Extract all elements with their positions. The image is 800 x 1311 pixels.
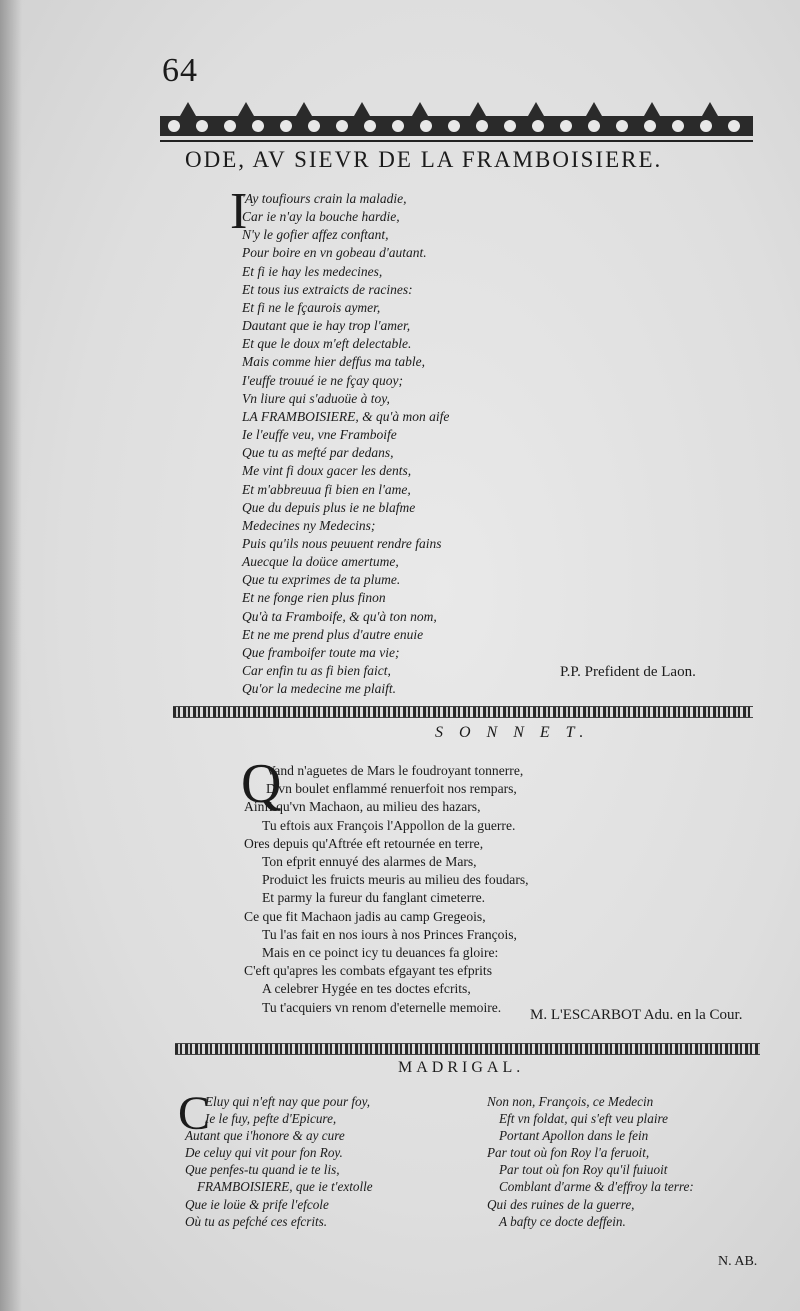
ornament-band-graphic [160, 98, 753, 138]
verse-line: A bafty ce docte deffein. [499, 1213, 626, 1229]
ode-signature: P.P. Prefident de Laon. [560, 664, 696, 680]
madrigal-dropcap: C [178, 1087, 211, 1140]
verse-line: A celebrer Hygée en tes doctes efcrits, [262, 981, 471, 997]
madrigal-left-column [185, 1093, 430, 1230]
page-number: 64 [162, 52, 198, 89]
sonnet-signature: M. L'ESCARBOT Adu. en la Cour. [530, 1007, 743, 1023]
verse-line: Que tu exprimes de ta plume. [242, 572, 401, 588]
headpiece-ornament [160, 98, 753, 142]
verse-line: Vand n'aguetes de Mars le foudroyant tonnerre, [266, 763, 524, 778]
verse-line: Et fi ne le fçaurois aymer, [242, 299, 381, 315]
verse-line: Tu l'as fait en nos iours à nos Princes François, [262, 926, 517, 942]
ornamental-rule [175, 1043, 760, 1055]
verse-line: Vn liure qui s'aduoüe à toy, [242, 390, 390, 406]
verse-line: De celuy qui vit pour fon Roy. [185, 1145, 343, 1161]
verse-line: Et parmy la fureur du fanglant cimeterre. [262, 890, 486, 906]
verse-line: Mais comme hier deffus ma table, [242, 354, 425, 370]
verse-line: C'eft qu'apres les combats efgayant tes efprits [244, 963, 492, 979]
verse-line: Ores depuis qu'Aftrée eft retournée en terre, [244, 835, 484, 851]
verse-line: 'Ay toufiours crain la maladie, [242, 191, 407, 206]
verse-line: Ce que fit Machaon jadis au camp Gregeois, [244, 908, 486, 924]
verse-line: Tu eftois aux François l'Appollon de la guerre. [262, 817, 516, 833]
verse-line: Que penfes-tu quand ie te lis, [185, 1162, 340, 1178]
verse-line: Et m'abbreuua fi bien en l'ame, [242, 481, 411, 497]
verse-line: Non non, François, ce Medecin [487, 1094, 654, 1109]
verse-line: D'vn boulet enflammé renuerfoit nos rempars, [266, 781, 517, 797]
verse-line: FRAMBOISIERE, que ie t'extolle [197, 1179, 373, 1195]
gutter-shadow [0, 0, 22, 1311]
verse-line: Produict les fruicts meuris au milieu des foudars, [262, 872, 529, 888]
verse-line: Et ne me prend plus d'autre enuie [242, 626, 424, 642]
verse-line: Par tout où fon Roy l'a feruoit, [487, 1145, 650, 1161]
verse-line: Eluy qui n'eft nay que pour foy, [205, 1094, 371, 1109]
verse-line: Puis qu'ils nous peuuent rendre fains [242, 535, 442, 551]
verse-line: Eft vn foldat, qui s'eft veu plaire [499, 1111, 668, 1127]
verse-line: Qu'or la medecine me plaift. [242, 681, 396, 697]
verse-line: Et que le doux m'eft delectable. [242, 336, 412, 352]
verse-line: Que du depuis plus ie ne blafme [242, 499, 416, 515]
sonnet-text [244, 762, 574, 1017]
madrigal-title: MADRIGAL. [398, 1059, 525, 1076]
verse-line: N'y le gofier affez conftant, [242, 227, 389, 243]
verse-line: Que framboifer toute ma vie; [242, 644, 400, 660]
verse-line: Par tout où fon Roy qu'il fuiuoit [499, 1162, 668, 1178]
verse-line: Qu'à ta Framboife, & qu'à ton nom, [242, 608, 437, 624]
ornamental-rule [173, 706, 753, 718]
verse-line: Car ie n'ay la bouche hardie, [242, 209, 400, 225]
verse-line: Que tu as mefté par dedans, [242, 445, 394, 461]
verse-line: Tu t'acquiers vn renom d'eternelle memoire. [262, 999, 502, 1015]
verse-line: Dautant que ie hay trop l'amer, [242, 318, 411, 334]
verse-line: Qui des ruines de la guerre, [487, 1196, 635, 1212]
verse-line: Ie le fuy, pefte d'Epicure, [205, 1111, 337, 1127]
verse-line: Medecines ny Medecins; [242, 517, 376, 533]
verse-line: Ton efprit ennuyé des alarmes de Mars, [262, 854, 477, 870]
verse-line: Et ne fonge rien plus finon [242, 590, 386, 606]
verse-line: Ainfi qu'vn Machaon, au milieu des hazars, [244, 799, 481, 815]
verse-line: Autant que i'honore & ay cure [185, 1128, 345, 1144]
verse-line: Auecque la doüce amertume, [242, 554, 399, 570]
madrigal-right-column [487, 1093, 747, 1230]
verse-line: Me vint fi doux gacer les dents, [242, 463, 412, 479]
verse-line: Que ie loüe & prife l'efcole [185, 1196, 329, 1212]
verse-line: Car enfin tu as fi bien faict, [242, 663, 391, 679]
sonnet-title: S O N N E T. [435, 724, 590, 741]
verse-line: Où tu as pefché ces efcrits. [185, 1213, 328, 1229]
ode-title: ODE, AV SIEVR DE LA FRAMBOISIERE. [185, 147, 663, 172]
verse-line: Et tous ius extraicts de racines: [242, 281, 413, 297]
ode-dropcap: I [230, 183, 248, 240]
verse-line: LA FRAMBOISIERE, & qu'à mon aife [242, 408, 450, 424]
sonnet-dropcap: Q [241, 753, 282, 815]
verse-line: Pour boire en vn gobeau d'autant. [242, 245, 427, 261]
verse-line: Portant Apollon dans le fein [499, 1128, 649, 1144]
verse-line: Ie l'euffe veu, vne Framboife [242, 427, 397, 443]
verse-line: Mais en ce poinct icy tu deuances fa gloire: [262, 945, 499, 961]
verse-line: Et fi ie hay les medecines, [242, 263, 383, 279]
verse-line: Comblant d'arme & d'effroy la terre: [499, 1179, 694, 1195]
ode-text [242, 190, 542, 698]
verse-line: I'euffe trouué ie ne fçay quoy; [242, 372, 403, 388]
catchword: N. AB. [718, 1254, 758, 1269]
